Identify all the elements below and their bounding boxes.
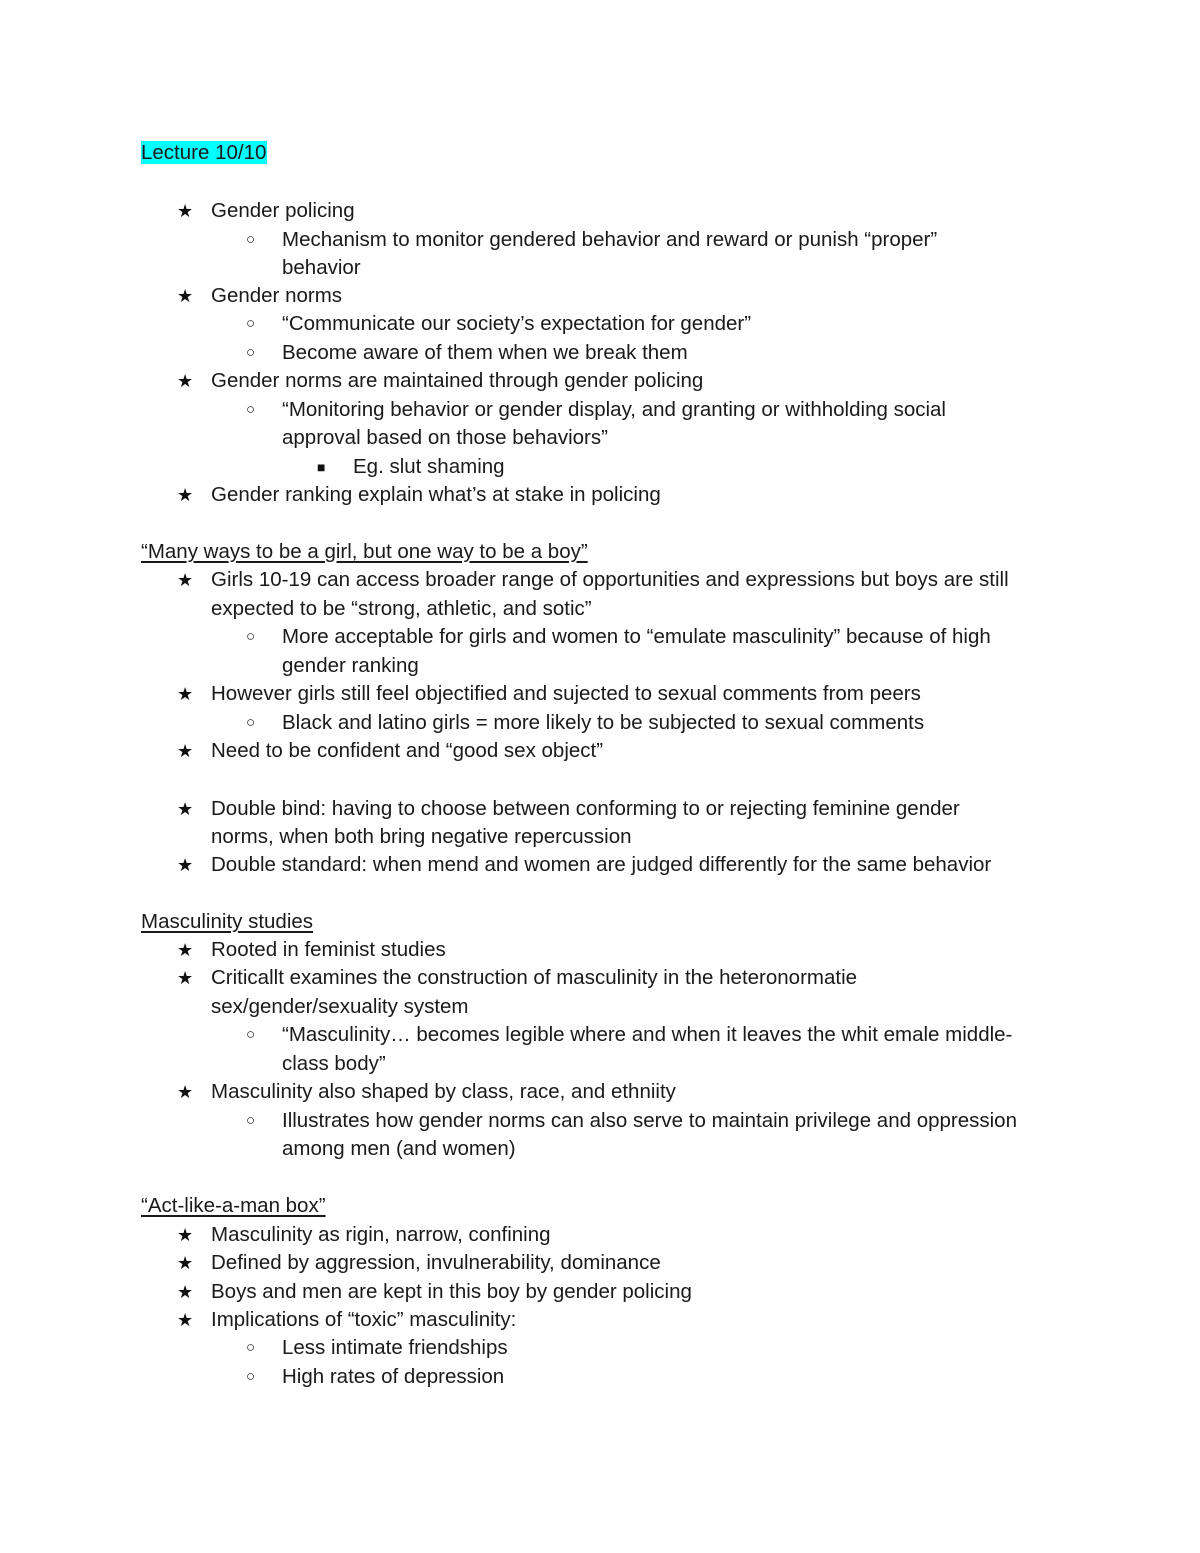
page-title <box>141 139 267 167</box>
list-item: High rates of depression <box>282 1365 505 1388</box>
list-item: However girls still feel objectified and sujected to sexual comments from peers <box>211 682 921 705</box>
circle-bullet-icon: ○ <box>246 401 256 418</box>
list-item-continuation: sex/gender/sexuality system <box>211 995 469 1018</box>
star-bullet-icon: ★ <box>177 570 194 590</box>
star-bullet-icon: ★ <box>177 286 194 306</box>
list-item-continuation: behavior <box>282 256 361 279</box>
list-item: Gender policing <box>211 199 355 222</box>
list-item: Rooted in feminist studies <box>211 938 446 961</box>
list-item: “Monitoring behavior or gender display, and granting or withholding social <box>282 398 946 421</box>
list-item-continuation: gender ranking <box>282 654 419 677</box>
section-heading: “Many ways to be a girl, but one way to be a boy” <box>141 540 588 563</box>
list-item: Double standard: when mend and women are judged differently for the same behavior <box>211 853 992 876</box>
circle-bullet-icon: ○ <box>246 231 256 248</box>
square-bullet-icon: ■ <box>317 459 326 475</box>
list-item-continuation: among men (and women) <box>282 1137 516 1160</box>
circle-bullet-icon: ○ <box>246 315 256 332</box>
star-bullet-icon: ★ <box>177 1310 194 1330</box>
list-item-continuation: class body” <box>282 1052 386 1075</box>
list-item: Eg. slut shaming <box>353 455 505 478</box>
section-heading: “Act-like-a-man box” <box>141 1194 326 1217</box>
list-item: “Communicate our society’s expectation for gender” <box>282 312 752 335</box>
list-item: Girls 10-19 can access broader range of opportunities and expressions but boys are still <box>211 568 1009 591</box>
circle-bullet-icon: ○ <box>246 1026 256 1043</box>
list-item: Masculinity as rigin, narrow, confining <box>211 1223 551 1246</box>
star-bullet-icon: ★ <box>177 201 194 221</box>
star-bullet-icon: ★ <box>177 371 194 391</box>
list-item-continuation: expected to be “strong, athletic, and sotic” <box>211 597 592 620</box>
star-bullet-icon: ★ <box>177 485 194 505</box>
list-item: More acceptable for girls and women to “emulate masculinity” because of high <box>282 625 991 648</box>
list-item: Black and latino girls = more likely to be subjected to sexual comments <box>282 711 925 734</box>
list-item: Become aware of them when we break them <box>282 341 688 364</box>
list-item: Gender norms are maintained through gender policing <box>211 369 704 392</box>
list-item: Gender ranking explain what’s at stake in policing <box>211 483 661 506</box>
list-item: Double bind: having to choose between conforming to or rejecting feminine gender <box>211 797 960 820</box>
list-item: Implications of “toxic” masculinity: <box>211 1308 517 1331</box>
circle-bullet-icon: ○ <box>246 1339 256 1356</box>
list-item: Gender norms <box>211 284 343 307</box>
section-heading: Masculinity studies <box>141 910 314 933</box>
star-bullet-icon: ★ <box>177 1253 194 1273</box>
list-item-continuation: approval based on those behaviors” <box>282 426 608 449</box>
star-bullet-icon: ★ <box>177 799 194 819</box>
star-bullet-icon: ★ <box>177 1225 194 1245</box>
list-item-continuation: norms, when both bring negative repercussion <box>211 825 632 848</box>
list-item: Criticallt examines the construction of masculinity in the heteronormatie <box>211 966 858 989</box>
star-bullet-icon: ★ <box>177 1082 194 1102</box>
circle-bullet-icon: ○ <box>246 1112 256 1129</box>
list-item: Mechanism to monitor gendered behavior and reward or punish “proper” <box>282 228 938 251</box>
list-item: “Masculinity… becomes legible where and when it leaves the whit emale middle- <box>282 1023 1013 1046</box>
list-item: Less intimate friendships <box>282 1336 508 1359</box>
circle-bullet-icon: ○ <box>246 344 256 361</box>
star-bullet-icon: ★ <box>177 1282 194 1302</box>
circle-bullet-icon: ○ <box>246 1368 256 1385</box>
star-bullet-icon: ★ <box>177 968 194 988</box>
title-highlight: Lecture 10/10 <box>141 141 267 164</box>
star-bullet-icon: ★ <box>177 855 194 875</box>
star-bullet-icon: ★ <box>177 684 194 704</box>
list-item: Illustrates how gender norms can also serve to maintain privilege and oppression <box>282 1109 1017 1132</box>
list-item: Masculinity also shaped by class, race, and ethniity <box>211 1080 676 1103</box>
circle-bullet-icon: ○ <box>246 628 256 645</box>
star-bullet-icon: ★ <box>177 940 194 960</box>
star-bullet-icon: ★ <box>177 741 194 761</box>
circle-bullet-icon: ○ <box>246 714 256 731</box>
list-item: Boys and men are kept in this boy by gender policing <box>211 1280 692 1303</box>
list-item: Need to be confident and “good sex object” <box>211 739 604 762</box>
list-item: Defined by aggression, invulnerability, dominance <box>211 1251 661 1274</box>
